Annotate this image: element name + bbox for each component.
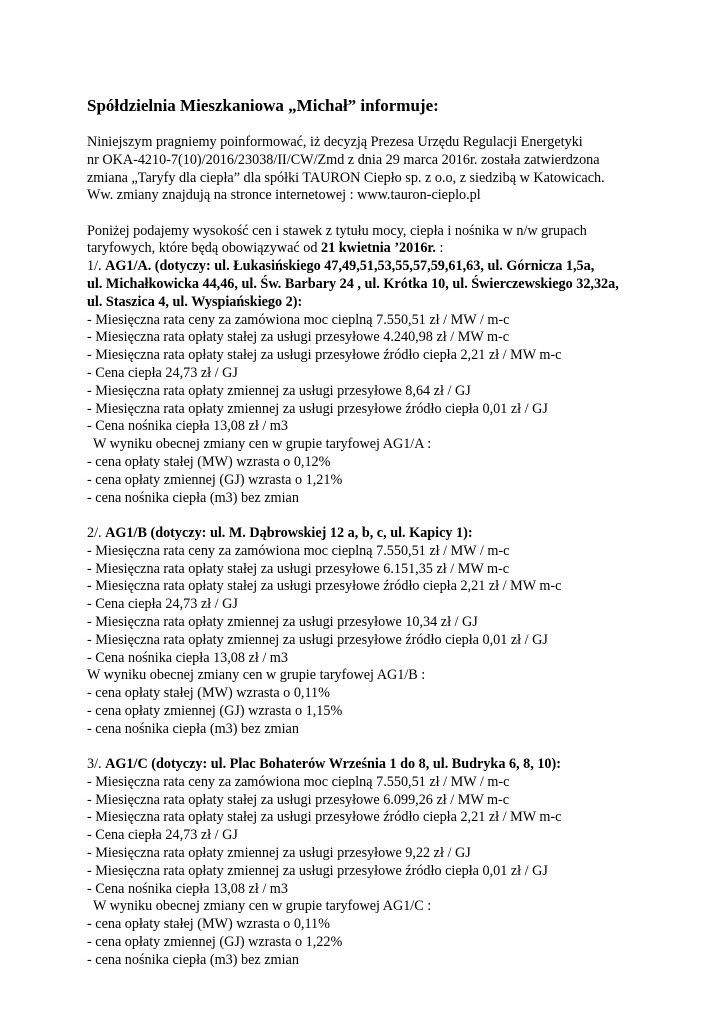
rate-item: - Miesięczna rata opłaty zmiennej za usługi przesyłowe 9,22 zł / GJ (87, 844, 471, 861)
lead-line: Poniżej podajemy wysokość cen i stawek z tytułu mocy, ciepła i nośnika w n/w grupach (87, 222, 587, 239)
intro-paragraph (87, 134, 687, 205)
change-item: - cena opłaty stałej (MW) wzrasta o 0,11% (87, 685, 330, 702)
section-heading (87, 756, 687, 774)
rate-item: - Cena ciepła 24,73 zł / GJ (87, 596, 238, 613)
change-item: - cena nośnika ciepła (m3) bez zmian (87, 720, 299, 737)
rate-item: - Miesięczna rata ceny za zamówiona moc cieplną 7.550,51 zł / MW / m-c (87, 542, 510, 559)
lead-text: taryfowych, które będą obowiązywać od (87, 240, 322, 257)
rate-item: - Cena nośnika ciepła 13,08 zł / m3 (87, 649, 288, 666)
section-number: 3/. (87, 756, 106, 772)
change-summary-heading: W wyniku obecnej zmiany cen w grupie taryfowej AG1/C : (93, 898, 432, 915)
change-item: - cena opłaty zmiennej (GJ) wzrasta o 1,15% (87, 702, 343, 719)
lead-line (87, 240, 687, 258)
rate-item: - Cena nośnika ciepła 13,08 zł / m3 (87, 418, 288, 435)
tariff-section-ag1a (87, 258, 687, 507)
section-heading-text: ul. Staszica 4, ul. Wyspiańskiego 2): (87, 293, 303, 310)
lead-paragraph (87, 223, 687, 259)
rate-item: - Miesięczna rata opłaty stałej za usługi przesyłowe 6.151,35 zł / MW m-c (87, 560, 510, 577)
intro-line: zmiana „Taryfy dla ciepła” dla spółki TAURON Ciepło sp. z o.o, z siedzibą w Katowicach. (87, 169, 605, 186)
tariff-section-ag1b (87, 525, 687, 739)
section-heading-text: AG1/C (dotyczy: ul. Plac Bohaterów Września 1 do 8, ul. Budryka 6, 8, 10): (105, 756, 561, 772)
change-item: - cena opłaty zmiennej (GJ) wzrasta o 1,22% (87, 933, 343, 950)
rate-item: - Miesięczna rata opłaty stałej za usługi przesyłowe źródło ciepła 2,21 zł / MW m-c (87, 578, 562, 595)
change-item: - cena opłaty stałej (MW) wzrasta o 0,12% (87, 454, 331, 471)
rate-item: - Cena ciepła 24,73 zł / GJ (87, 827, 238, 844)
rate-item: - Miesięczna rata opłaty zmiennej za usługi przesyłowe 10,34 zł / GJ (87, 613, 478, 630)
section-number: 1/. (87, 258, 106, 275)
change-item: - cena opłaty zmiennej (GJ) wzrasta o 1,21% (87, 471, 343, 488)
rate-item: - Cena ciepła 24,73 zł / GJ (87, 365, 238, 382)
change-item: - cena nośnika ciepła (m3) bez zmian (87, 489, 299, 506)
rate-item: - Miesięczna rata opłaty stałej za usługi przesyłowe źródło ciepła 2,21 zł / MW m-c (87, 809, 562, 826)
intro-line: nr OKA-4210-7(10)/2016/23038/II/CW/Zmd z dnia 29 marca 2016r. została zatwierdzona (87, 151, 600, 168)
rate-item: - Miesięczna rata ceny za zamówiona moc cieplną 7.550,51 zł / MW / m-c (87, 773, 510, 790)
tariff-section-ag1c (87, 756, 687, 970)
document-page (87, 96, 687, 970)
section-heading (87, 258, 687, 276)
intro-line: Ww. zmiany znajdują na stronce internetowej : www.tauron-cieplo.pl (87, 187, 481, 204)
rate-item: - Miesięczna rata opłaty stałej za usługi przesyłowe 4.240,98 zł / MW m-c (87, 329, 510, 346)
section-number: 2/. (87, 524, 106, 541)
rate-item: - Miesięczna rata opłaty zmiennej za usługi przesyłowe źródło ciepła 0,01 zł / GJ (87, 400, 548, 417)
change-item: - cena nośnika ciepła (m3) bez zmian (87, 951, 299, 968)
change-item: - cena opłaty stałej (MW) wzrasta o 0,11% (87, 916, 330, 933)
intro-line: Niniejszym pragniemy poinformować, iż decyzją Prezesa Urzędu Regulacji Energetyki (87, 134, 583, 150)
rate-item: - Miesięczna rata opłaty zmiennej za usługi przesyłowe 8,64 zł / GJ (87, 382, 471, 399)
lead-text: : (435, 240, 444, 257)
change-summary-heading: W wyniku obecnej zmiany cen w grupie taryfowej AG1/A : (93, 436, 432, 453)
section-heading-text: AG1/A. (dotyczy: ul. Łukasińskiego 47,49,51,53,55,57,59,61,63, ul. Górnicza 1,5a, (105, 258, 595, 275)
rate-item: - Miesięczna rata opłaty stałej za usługi przesyłowe 6.099,26 zł / MW m-c (87, 791, 510, 808)
effective-date: 21 kwietnia ’2016r. (321, 240, 436, 257)
section-heading (87, 525, 687, 543)
section-heading-text: ul. Michałkowicka 44,46, ul. Św. Barbary 24 , ul. Krótka 10, ul. Świerczewskiego 32,32a, (87, 276, 619, 293)
rate-item: - Cena nośnika ciepła 13,08 zł / m3 (87, 880, 288, 897)
rate-item: - Miesięczna rata opłaty zmiennej za usługi przesyłowe źródło ciepła 0,01 zł / GJ (87, 631, 548, 648)
page-title: Spółdzielnia Mieszkaniowa „Michał” informuje: (87, 96, 439, 115)
rate-item: - Miesięczna rata ceny za zamówiona moc cieplną 7.550,51 zł / MW / m-c (87, 311, 510, 328)
change-summary-heading: W wyniku obecnej zmiany cen w grupie taryfowej AG1/B : (87, 667, 426, 684)
section-heading-text: AG1/B (dotyczy: ul. M. Dąbrowskiej 12 a, b, c, ul. Kapicy 1): (105, 524, 473, 541)
rate-item: - Miesięczna rata opłaty zmiennej za usługi przesyłowe źródło ciepła 0,01 zł / GJ (87, 862, 548, 879)
rate-item: - Miesięczna rata opłaty stałej za usługi przesyłowe źródło ciepła 2,21 zł / MW m-c (87, 347, 562, 364)
